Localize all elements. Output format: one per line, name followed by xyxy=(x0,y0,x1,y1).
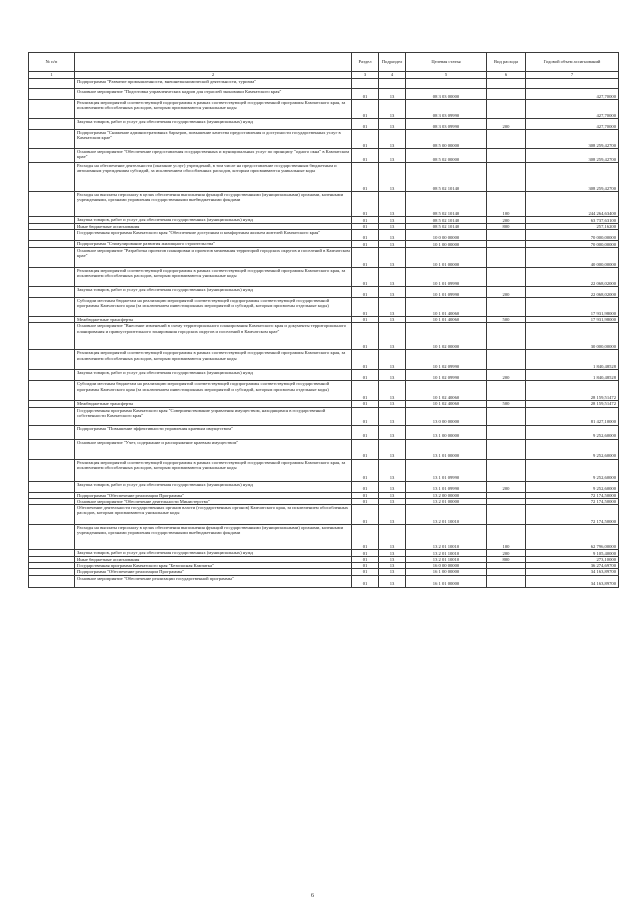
row-number-cell xyxy=(29,439,75,459)
row-name-cell: Закупка товаров, работ и услуг для обеспечения государственных (муниципальных) нужд xyxy=(75,481,352,492)
row-number-cell xyxy=(29,425,75,439)
table-row xyxy=(29,248,619,268)
row-razdel-cell: 01 xyxy=(352,481,379,492)
table-row xyxy=(29,79,619,89)
row-podrazdel-cell: 13 xyxy=(379,569,406,575)
row-razdel-cell: 01 xyxy=(352,492,379,498)
row-name-cell: Закупка товаров, работ и услуг для обеспечения государственных (муниципальных) нужд xyxy=(75,119,352,130)
row-expense-type-cell xyxy=(487,79,526,89)
row-podrazdel-cell: 13 xyxy=(379,298,406,317)
row-razdel-cell: 01 xyxy=(352,248,379,268)
row-razdel-cell: 01 xyxy=(352,149,379,163)
row-podrazdel-cell: 13 xyxy=(379,505,406,525)
row-name-cell: Реализация мероприятий соответствующей подпрограммы в рамках соответствующей государственной программы Камчатского края, за исключением обособленных расходов, которым присваиваются уникальные коды xyxy=(75,268,352,287)
row-expense-type-cell xyxy=(487,163,526,192)
budget-allocation-table xyxy=(28,52,619,588)
row-name-cell: Государственная программа Камчатского края "Обеспечение доступным и комфортным жильем жителей Камчатского края" xyxy=(75,230,352,241)
row-number-cell xyxy=(29,241,75,248)
row-target-article-cell: 10 1 02 00000 xyxy=(406,323,487,350)
table-row xyxy=(29,217,619,224)
row-expense-type-cell xyxy=(487,149,526,163)
table-row xyxy=(29,575,619,587)
table-row xyxy=(29,323,619,350)
row-name-cell: Государственная программа Камчатского края "Совершенствование управления имуществом, находящимся в государственной собственности Камчатского края" xyxy=(75,407,352,425)
row-expense-type-cell: 200 xyxy=(487,481,526,492)
row-target-article-cell: 13 0 00 00000 xyxy=(406,407,487,425)
row-razdel-cell: 01 xyxy=(352,525,379,550)
row-expense-type-cell xyxy=(487,130,526,149)
row-target-article-cell: 13 2 00 00000 xyxy=(406,492,487,498)
table-row xyxy=(29,230,619,241)
row-name-cell: Реализация мероприятий соответствующей подпрограммы в рамках соответствующей государственной программы Камчатского края, за исключением обособленных расходов, которым присваиваются уникальные коды xyxy=(75,350,352,370)
row-podrazdel-cell: 13 xyxy=(379,492,406,498)
row-number-cell xyxy=(29,287,75,298)
col-num-2: 2 xyxy=(75,72,352,79)
row-name-cell: Основное мероприятие "Обеспечение предоставления государственных и муниципальных услуг по принципу "одного окна" в Камчатском крае" xyxy=(75,149,352,163)
row-expense-type-cell xyxy=(487,459,526,481)
table-row xyxy=(29,505,619,525)
row-name-cell: Расходы на обеспечение деятельности (оказание услуг) учреждений, в том числе на предоставление государственным бюджетным и автономным учреждениям субсидий, за исключением обособленных расходов, которым присваиваются уникальные коды xyxy=(75,163,352,192)
row-number-cell xyxy=(29,79,75,89)
row-expense-type-cell xyxy=(487,89,526,100)
table-row xyxy=(29,241,619,248)
row-amount-cell: 17 931,98000 xyxy=(526,298,619,317)
row-expense-type-cell xyxy=(487,100,526,119)
row-target-article-cell: 08 5 02 10140 xyxy=(406,224,487,230)
row-amount-cell: 28 159,51472 xyxy=(526,381,619,401)
row-podrazdel-cell: 13 xyxy=(379,350,406,370)
row-podrazdel-cell: 13 xyxy=(379,425,406,439)
row-podrazdel-cell: 13 xyxy=(379,401,406,407)
row-expense-type-cell: 800 xyxy=(487,557,526,563)
row-podrazdel-cell: 13 xyxy=(379,248,406,268)
row-target-article-cell: 13 1 01 00000 xyxy=(406,439,487,459)
row-razdel-cell: 01 xyxy=(352,401,379,407)
row-podrazdel-cell: 13 xyxy=(379,217,406,224)
row-name-cell: Подпрограмма "Обеспечение реализации Программы" xyxy=(75,492,352,498)
table-row xyxy=(29,192,619,217)
row-podrazdel-cell: 13 xyxy=(379,230,406,241)
row-expense-type-cell xyxy=(487,575,526,587)
row-razdel-cell: 01 xyxy=(352,505,379,525)
row-target-article-cell: 10 1 01 40060 xyxy=(406,317,487,323)
header-col-expense-type: Вид расхода xyxy=(487,53,526,72)
table-row xyxy=(29,163,619,192)
row-target-article-cell: 16 1 00 00000 xyxy=(406,569,487,575)
row-number-cell xyxy=(29,525,75,550)
header-col-razdel: Раздел xyxy=(352,53,379,72)
row-number-cell xyxy=(29,119,75,130)
row-target-article-cell: 13 1 00 00000 xyxy=(406,425,487,439)
row-amount-cell: 72 174,50000 xyxy=(526,492,619,498)
row-amount-cell: 22 068,02000 xyxy=(526,287,619,298)
row-podrazdel-cell: 13 xyxy=(379,550,406,557)
row-name-cell: Межбюджетные трансферты xyxy=(75,317,352,323)
row-razdel-cell: 01 xyxy=(352,498,379,504)
row-amount-cell: 17 931,98000 xyxy=(526,317,619,323)
row-amount-cell: 308 259,42700 xyxy=(526,149,619,163)
table-row xyxy=(29,287,619,298)
row-razdel-cell: 01 xyxy=(352,217,379,224)
row-razdel-cell: 01 xyxy=(352,425,379,439)
row-podrazdel-cell: 13 xyxy=(379,224,406,230)
row-name-cell: Реализация мероприятий соответствующей подпрограммы в рамках соответствующей государственной программы Камчатского края, за исключением обособленных расходов, которым присваиваются уникальные коды xyxy=(75,459,352,481)
row-podrazdel-cell: 13 xyxy=(379,381,406,401)
row-amount-cell: 34 163,89700 xyxy=(526,575,619,587)
row-name-cell: Расходы на выплаты персоналу в целях обеспечения выполнения функций государственными (муниципальными) органами, казенными учреждениями, органами управления государственными внебюджетными фондами xyxy=(75,525,352,550)
row-amount-cell: 34 163,89700 xyxy=(526,569,619,575)
header-col-name xyxy=(75,53,352,72)
row-number-cell xyxy=(29,248,75,268)
row-amount-cell: 9 252,60000 xyxy=(526,481,619,492)
row-razdel-cell: 01 xyxy=(352,370,379,381)
row-name-cell: Основное мероприятие "Обеспечение реализации государственной программы" xyxy=(75,575,352,587)
row-razdel-cell: 01 xyxy=(352,230,379,241)
row-podrazdel-cell: 13 xyxy=(379,149,406,163)
row-target-article-cell: 08 5 00 00000 xyxy=(406,130,487,149)
row-target-article-cell: 10 1 02 09990 xyxy=(406,370,487,381)
row-name-cell: Государственная программа Камчатского края "Безопасная Камчатка" xyxy=(75,563,352,569)
row-razdel-cell: 01 xyxy=(352,381,379,401)
row-target-article-cell: 10 1 01 09990 xyxy=(406,287,487,298)
row-name-cell: Основное мероприятие "Учет, содержание и распоряжение краевым имуществом" xyxy=(75,439,352,459)
row-podrazdel-cell: 13 xyxy=(379,439,406,459)
row-podrazdel-cell: 13 xyxy=(379,163,406,192)
row-podrazdel-cell: 13 xyxy=(379,563,406,569)
row-razdel-cell: 01 xyxy=(352,130,379,149)
row-target-article-cell: 08 5 02 10140 xyxy=(406,163,487,192)
row-target-article-cell: 13 2 01 00000 xyxy=(406,498,487,504)
row-name-cell: Иные бюджетные ассигнования xyxy=(75,557,352,563)
row-podrazdel-cell: 13 xyxy=(379,89,406,100)
row-podrazdel-cell: 13 xyxy=(379,407,406,425)
row-amount-cell: 9 252,60000 xyxy=(526,459,619,481)
row-razdel-cell: 01 xyxy=(352,100,379,119)
row-razdel-cell: 01 xyxy=(352,350,379,370)
row-name-cell: Основное мероприятие "Внесение изменений в схему территориального планирования Камчатского края и документы территориального планирования и правоустроительного зонирования городских округов и поселений в Камчатском крае" xyxy=(75,323,352,350)
row-name-cell: Закупка товаров, работ и услуг для обеспечения государственных (муниципальных) нужд xyxy=(75,370,352,381)
row-podrazdel-cell: 13 xyxy=(379,119,406,130)
table-row xyxy=(29,119,619,130)
table-row xyxy=(29,370,619,381)
row-podrazdel-cell: 13 xyxy=(379,370,406,381)
row-number-cell xyxy=(29,192,75,217)
row-amount-cell: 9 252,60000 xyxy=(526,439,619,459)
row-amount-cell: 63 737,63100 xyxy=(526,217,619,224)
row-expense-type-cell: 800 xyxy=(487,224,526,230)
row-expense-type-cell xyxy=(487,323,526,350)
row-podrazdel-cell: 13 xyxy=(379,100,406,119)
row-target-article-cell: 16 0 00 00000 xyxy=(406,563,487,569)
row-name-cell: Подпрограмма "Повышение эффективности управления краевым имуществом" xyxy=(75,425,352,439)
row-target-article-cell: 10 1 02 09990 xyxy=(406,350,487,370)
row-name-cell: Расходы на выплаты персоналу в целях обеспечения выполнения функций государственными (муниципальными) органами, казенными учреждениями, органами управления государственными внебюджетными фондами xyxy=(75,192,352,217)
row-amount-cell: 244 264,63400 xyxy=(526,192,619,217)
row-podrazdel-cell: 13 xyxy=(379,575,406,587)
row-amount-cell xyxy=(526,79,619,89)
row-name-cell: Основное мероприятие "Обеспечение деятельности Министерства" xyxy=(75,498,352,504)
row-name-cell: Основное мероприятие "Подготовка управленческих кадров для отраслей экономики Камчатского края" xyxy=(75,89,352,100)
table-row xyxy=(29,89,619,100)
row-target-article-cell: 10 1 01 40060 xyxy=(406,298,487,317)
row-number-cell xyxy=(29,149,75,163)
row-podrazdel-cell: 13 xyxy=(379,557,406,563)
row-expense-type-cell xyxy=(487,407,526,425)
table-row xyxy=(29,439,619,459)
row-razdel-cell: 01 xyxy=(352,89,379,100)
row-amount-cell: 72 174,50000 xyxy=(526,498,619,504)
row-number-cell xyxy=(29,323,75,350)
row-amount-cell: 70 000,00000 xyxy=(526,230,619,241)
row-amount-cell: 257,16200 xyxy=(526,224,619,230)
row-number-cell xyxy=(29,370,75,381)
row-razdel-cell: 01 xyxy=(352,317,379,323)
row-number-cell xyxy=(29,100,75,119)
row-expense-type-cell xyxy=(487,505,526,525)
row-expense-type-cell: 100 xyxy=(487,525,526,550)
row-amount-cell: 72 174,50000 xyxy=(526,505,619,525)
row-razdel-cell: 01 xyxy=(352,241,379,248)
row-podrazdel-cell: 13 xyxy=(379,498,406,504)
row-amount-cell: 70 000,00000 xyxy=(526,241,619,248)
row-expense-type-cell xyxy=(487,248,526,268)
row-target-article-cell: 08 5 02 10140 xyxy=(406,192,487,217)
row-amount-cell: 427,70000 xyxy=(526,89,619,100)
row-razdel-cell: 01 xyxy=(352,575,379,587)
col-num-3: 3 xyxy=(352,72,379,79)
row-expense-type-cell: 500 xyxy=(487,317,526,323)
row-expense-type-cell: 500 xyxy=(487,401,526,407)
table-row xyxy=(29,459,619,481)
row-amount-cell: 28 159,51472 xyxy=(526,401,619,407)
row-razdel-cell xyxy=(352,79,379,89)
row-name-cell: Закупка товаров, работ и услуг для обеспечения государственных (муниципальных) нужд xyxy=(75,217,352,224)
row-amount-cell: 1 840,48528 xyxy=(526,370,619,381)
row-name-cell: Субсидии местным бюджетам на реализацию мероприятий соответствующей подпрограммы соответствующей государственной программы Камчатского края (за исключением инвестиционных мероприятий и субсидий, которым присвоены отдельные коды) xyxy=(75,298,352,317)
row-razdel-cell: 01 xyxy=(352,439,379,459)
row-amount-cell: 308 259,42700 xyxy=(526,163,619,192)
table-row xyxy=(29,100,619,119)
row-razdel-cell: 01 xyxy=(352,459,379,481)
row-razdel-cell: 01 xyxy=(352,407,379,425)
table-row xyxy=(29,481,619,492)
row-expense-type-cell xyxy=(487,381,526,401)
row-name-cell: Обеспечение деятельности государственных органов власти (государственных органов) Камчатского края, за исключением обособленных расходов, которым присваиваются уникальные коды xyxy=(75,505,352,525)
row-target-article-cell: 13 2 01 10010 xyxy=(406,557,487,563)
row-expense-type-cell: 200 xyxy=(487,287,526,298)
row-amount-cell: 40 000,00000 xyxy=(526,248,619,268)
row-name-cell: Закупка товаров, работ и услуг для обеспечения государственных (муниципальных) нужд xyxy=(75,550,352,557)
row-target-article-cell: 13 2 01 10010 xyxy=(406,505,487,525)
row-target-article-cell: 10 1 00 00000 xyxy=(406,241,487,248)
row-amount-cell: 22 068,02000 xyxy=(526,268,619,287)
row-number-cell xyxy=(29,550,75,557)
row-expense-type-cell xyxy=(487,425,526,439)
row-expense-type-cell: 200 xyxy=(487,370,526,381)
row-amount-cell: 62 796,00000 xyxy=(526,525,619,550)
col-num-4: 4 xyxy=(379,72,406,79)
row-target-article-cell: 13 1 01 09990 xyxy=(406,459,487,481)
header-col-number: № п/п xyxy=(29,53,75,72)
row-target-article-cell: 08 3 03 00000 xyxy=(406,89,487,100)
row-razdel-cell: 01 xyxy=(352,268,379,287)
row-number-cell xyxy=(29,350,75,370)
row-expense-type-cell: 100 xyxy=(487,192,526,217)
row-expense-type-cell: 200 xyxy=(487,119,526,130)
column-number-row xyxy=(29,72,619,79)
row-expense-type-cell xyxy=(487,268,526,287)
row-number-cell xyxy=(29,217,75,224)
row-name-cell: Подпрограмма "Развитие промышленности, внешнеэкономической деятельности, туризма" xyxy=(75,79,352,89)
row-expense-type-cell xyxy=(487,350,526,370)
row-target-article-cell: 13 1 01 09990 xyxy=(406,481,487,492)
row-razdel-cell: 01 xyxy=(352,569,379,575)
row-number-cell xyxy=(29,459,75,481)
row-number-cell xyxy=(29,505,75,525)
row-target-article-cell: 10 0 00 00000 xyxy=(406,230,487,241)
row-razdel-cell: 01 xyxy=(352,323,379,350)
row-target-article-cell: 08 3 03 09990 xyxy=(406,100,487,119)
row-expense-type-cell xyxy=(487,241,526,248)
row-target-article-cell: 13 2 01 10010 xyxy=(406,525,487,550)
table-row xyxy=(29,425,619,439)
col-num-7: 7 xyxy=(526,72,619,79)
row-target-article-cell: 10 1 01 00000 xyxy=(406,248,487,268)
row-target-article-cell: 08 5 02 10140 xyxy=(406,217,487,224)
row-amount-cell: 427,70000 xyxy=(526,119,619,130)
row-amount-cell: 30 000,00000 xyxy=(526,323,619,350)
row-podrazdel-cell: 13 xyxy=(379,323,406,350)
table-row xyxy=(29,298,619,317)
row-number-cell xyxy=(29,381,75,401)
row-number-cell xyxy=(29,130,75,149)
row-name-cell: Межбюджетные трансферты xyxy=(75,401,352,407)
row-podrazdel-cell: 13 xyxy=(379,525,406,550)
row-expense-type-cell: 200 xyxy=(487,217,526,224)
row-target-article-cell: 08 3 03 09990 xyxy=(406,119,487,130)
row-name-cell: Реализация мероприятий соответствующей подпрограммы в рамках соответствующей государственной программы Камчатского края, за исключением обособленных расходов, которым присваиваются уникальные коды xyxy=(75,100,352,119)
row-number-cell xyxy=(29,575,75,587)
row-target-article-cell: 08 5 02 00000 xyxy=(406,149,487,163)
row-number-cell xyxy=(29,407,75,425)
row-podrazdel-cell xyxy=(379,79,406,89)
row-amount-cell: 427,70000 xyxy=(526,100,619,119)
row-expense-type-cell xyxy=(487,439,526,459)
row-razdel-cell: 01 xyxy=(352,224,379,230)
row-amount-cell: 9 252,60000 xyxy=(526,425,619,439)
table-row xyxy=(29,525,619,550)
row-razdel-cell: 01 xyxy=(352,163,379,192)
table-row xyxy=(29,381,619,401)
col-num-1: 1 xyxy=(29,72,75,79)
table-row xyxy=(29,268,619,287)
row-razdel-cell: 01 xyxy=(352,192,379,217)
row-amount-cell: 1 840,48528 xyxy=(526,350,619,370)
row-podrazdel-cell: 13 xyxy=(379,241,406,248)
row-target-article-cell: 10 1 02 40060 xyxy=(406,401,487,407)
row-amount-cell: 273,10000 xyxy=(526,557,619,563)
row-razdel-cell: 01 xyxy=(352,119,379,130)
row-razdel-cell: 01 xyxy=(352,287,379,298)
row-podrazdel-cell: 13 xyxy=(379,287,406,298)
table-row xyxy=(29,350,619,370)
row-podrazdel-cell: 13 xyxy=(379,268,406,287)
row-target-article-cell: 10 1 01 09990 xyxy=(406,268,487,287)
row-podrazdel-cell: 13 xyxy=(379,459,406,481)
row-name-cell: Закупка товаров, работ и услуг для обеспечения государственных (муниципальных) нужд xyxy=(75,287,352,298)
col-num-6: 6 xyxy=(487,72,526,79)
row-number-cell xyxy=(29,268,75,287)
row-amount-cell: 9 105,40000 xyxy=(526,550,619,557)
row-number-cell xyxy=(29,481,75,492)
row-amount-cell: 36 274,69700 xyxy=(526,563,619,569)
header-col-target-article: Целевая статья xyxy=(406,53,487,72)
row-razdel-cell: 01 xyxy=(352,550,379,557)
row-name-cell: Подпрограмма "Обеспечение реализации Программы" xyxy=(75,569,352,575)
row-number-cell xyxy=(29,230,75,241)
page-number: 6 xyxy=(311,893,314,899)
row-number-cell xyxy=(29,89,75,100)
header-col-podrazdel: Подраздел xyxy=(379,53,406,72)
row-razdel-cell: 01 xyxy=(352,298,379,317)
row-podrazdel-cell: 13 xyxy=(379,192,406,217)
header-col-annual-amount: Годовой объем ассигнований xyxy=(526,53,619,72)
table-row xyxy=(29,550,619,557)
row-name-cell: Подпрограмма "Снижение административных барьеров, повышение качества предоставления и доступности государственных услуг в Камчатском крае" xyxy=(75,130,352,149)
row-podrazdel-cell: 13 xyxy=(379,317,406,323)
row-name-cell: Иные бюджетные ассигнования xyxy=(75,224,352,230)
row-number-cell xyxy=(29,163,75,192)
row-podrazdel-cell: 13 xyxy=(379,130,406,149)
row-number-cell xyxy=(29,298,75,317)
row-target-article-cell: 13 2 01 10010 xyxy=(406,550,487,557)
header-row xyxy=(29,53,619,72)
row-amount-cell: 81 427,10000 xyxy=(526,407,619,425)
row-expense-type-cell: 200 xyxy=(487,550,526,557)
row-target-article-cell: 10 1 02 40060 xyxy=(406,381,487,401)
budget-table-page xyxy=(28,52,618,588)
row-podrazdel-cell: 13 xyxy=(379,481,406,492)
row-razdel-cell: 01 xyxy=(352,557,379,563)
table-row xyxy=(29,130,619,149)
row-name-cell: Субсидии местным бюджетам на реализацию мероприятий соответствующей подпрограммы соответствующей государственной программы Камчатского края (за исключением инвестиционных мероприятий и субсидий, которым присвоены отдельные коды) xyxy=(75,381,352,401)
row-name-cell: Основное мероприятие "Разработка проектов планировки и проектов межевания территорий городских округов и поселений в Камчатском крае" xyxy=(75,248,352,268)
row-target-article-cell xyxy=(406,79,487,89)
row-amount-cell: 308 259,42700 xyxy=(526,130,619,149)
table-row xyxy=(29,149,619,163)
row-name-cell: Подпрограмма "Стимулирование развития жилищного строительства" xyxy=(75,241,352,248)
row-expense-type-cell xyxy=(487,298,526,317)
col-num-5: 5 xyxy=(406,72,487,79)
row-expense-type-cell xyxy=(487,230,526,241)
row-target-article-cell: 16 1 01 00000 xyxy=(406,575,487,587)
row-razdel-cell: 01 xyxy=(352,563,379,569)
table-body xyxy=(29,79,619,588)
table-row xyxy=(29,407,619,425)
